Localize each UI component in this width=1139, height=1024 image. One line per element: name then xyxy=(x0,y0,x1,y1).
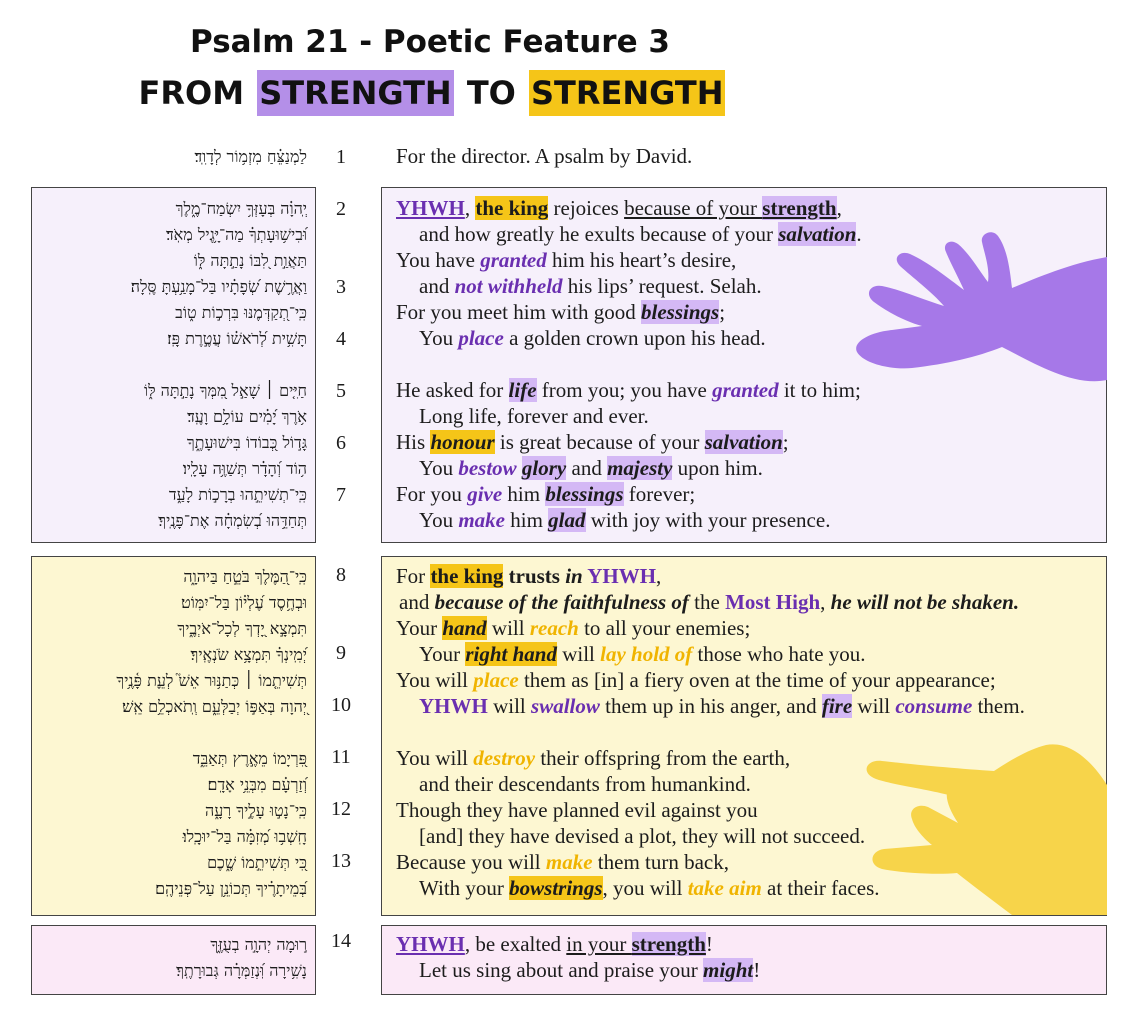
hebrew-line: גָּד֣וֹל כְּ֭בוֹדוֹ בִּישׁוּעָתֶ֑ךָ xyxy=(186,433,307,452)
english-line xyxy=(396,481,695,507)
english-text: salvation xyxy=(778,222,857,246)
pointing-hand-icon xyxy=(862,735,1107,915)
english-text: You xyxy=(419,508,459,532)
hebrew-line: כִּֽי־נָט֣וּ עָלֶ֣יךָ רָעָ֑ה xyxy=(205,801,307,820)
english-text: a golden crown upon his head. xyxy=(503,326,766,350)
english-text: YHWH xyxy=(396,932,465,956)
english-line xyxy=(396,849,729,875)
english-text: swallow xyxy=(531,694,600,718)
english-text: them turn back, xyxy=(592,850,730,874)
page-subtitle xyxy=(0,70,862,116)
verse-number: 1 xyxy=(336,146,346,168)
english-line xyxy=(396,247,736,273)
english-text: trusts xyxy=(503,564,566,588)
english-text: the king xyxy=(430,564,504,588)
subtitle-word: FROM xyxy=(138,74,245,112)
english-text: You have xyxy=(396,248,481,272)
english-text: YHWH xyxy=(396,196,465,220)
english-text: him xyxy=(502,482,546,506)
english-text: blessings xyxy=(641,300,720,324)
english-text: not withheld xyxy=(454,274,563,298)
english-text: strength xyxy=(762,196,837,220)
english-text: reach xyxy=(529,616,579,640)
english-text: give xyxy=(467,482,503,506)
hebrew-line: אֹ֥רֶךְ יָ֝מִ֗ים עוֹלָ֥ם וָעֶֽד׃ xyxy=(187,407,307,426)
hebrew-line: וַאֲרֶ֥שֶׁת שְׂ֝פָתָ֗יו בַּל־מָנַ֥עְתָּ סֶּֽלָה׃ xyxy=(130,277,307,296)
hebrew-line: ר֣וּמָה יְהוָ֣ה בְעֻזֶּ֑ךָ xyxy=(210,935,307,954)
english-text: will xyxy=(486,616,530,640)
verse-number: 5 xyxy=(336,380,346,402)
english-text: forever; xyxy=(623,482,696,506)
english-line xyxy=(396,667,996,693)
verse-number: 6 xyxy=(336,432,346,454)
hebrew-line: פִּ֭רְיָמוֹ מֵאֶ֣רֶץ תְּאַבֵּ֑ד xyxy=(192,749,307,768)
english-text: . xyxy=(856,222,862,246)
english-text: strength xyxy=(631,932,706,956)
english-line xyxy=(419,875,880,901)
hebrew-line: וְ֝זַרְעָ֗ם מִבְּנֵ֥י אָדָֽם׃ xyxy=(207,775,307,794)
verse-number: 2 xyxy=(336,198,346,220)
verse-number: 4 xyxy=(336,328,346,350)
english-line xyxy=(396,745,790,771)
hebrew-line: תִּמְצָ֣א יָ֭דְךָ לְכָל־אֹיְבֶ֑יךָ xyxy=(177,619,307,638)
verse-number: 3 xyxy=(336,276,346,298)
english-text: , xyxy=(464,196,476,220)
hebrew-line: ה֥וֹד וְ֝הָדָ֗ר תְּשַׁוֶּ֥ה עָלָֽיו׃ xyxy=(182,459,307,478)
english-text: With your xyxy=(419,876,510,900)
english-text: from you; you have xyxy=(536,378,713,402)
open-hand-icon xyxy=(852,222,1107,392)
verse-number: 12 xyxy=(331,798,351,820)
english-text: hand xyxy=(442,616,487,640)
english-text: You xyxy=(419,326,459,350)
english-text: him xyxy=(504,508,549,532)
english-line xyxy=(419,823,865,849)
english-text: Because you will xyxy=(396,850,546,874)
english-text: For the director. A psalm by David. xyxy=(396,144,693,168)
english-text: in xyxy=(565,564,583,588)
english-text: their offspring from the earth, xyxy=(535,746,791,770)
english-text: Though they have planned evil against you xyxy=(396,798,758,822)
english-text: will xyxy=(556,642,601,666)
verse-number: 13 xyxy=(331,850,351,872)
english-text: place xyxy=(458,326,504,350)
hebrew-line: וּבְחֶ֥סֶד עֶ֝לְי֗וֹן בַּל־יִמּֽוֹט׃ xyxy=(181,593,307,612)
hebrew-line: כִּֽי־הַ֭מֶּלֶךְ בֹּטֵ֣חַ בַּיהוָ֑ה xyxy=(183,567,307,586)
english-text: For you meet him with good xyxy=(396,300,641,324)
english-text: take aim xyxy=(687,876,762,900)
verse-number: 11 xyxy=(331,746,351,768)
subtitle-strength-yellow: STRENGTH xyxy=(529,70,725,116)
english-text: the xyxy=(688,590,726,614)
english-text: and xyxy=(399,590,435,614)
english-text: honour xyxy=(430,430,495,454)
english-text: to all your enemies; xyxy=(578,616,751,640)
english-line xyxy=(396,615,750,641)
english-text: he will not be shaken. xyxy=(830,590,1020,614)
english-text: and their descendants from humankind. xyxy=(419,772,751,796)
english-text: it to him; xyxy=(778,378,861,402)
english-line xyxy=(396,377,861,403)
hebrew-line: תַּאֲוַ֣ת לִ֭בּוֹ נָתַ֣תָּה לּ֑וֹ xyxy=(193,251,307,270)
english-line xyxy=(419,325,766,351)
english-line xyxy=(396,195,842,221)
english-text: because of the faithfulness of xyxy=(434,590,689,614)
english-text: make xyxy=(458,508,505,532)
english-text: glory xyxy=(521,456,567,480)
english-text: them. xyxy=(972,694,1025,718)
english-text: with joy with your presence. xyxy=(585,508,831,532)
english-line xyxy=(419,403,649,429)
hebrew-line: לַמְנַצֵּ֗חַ מִזְמ֥וֹר לְדָוִֽד׃ xyxy=(194,147,307,166)
english-text: , xyxy=(820,590,831,614)
english-line xyxy=(419,507,830,533)
english-text: For xyxy=(396,564,431,588)
english-line xyxy=(419,455,763,481)
english-text: YHWH xyxy=(582,564,657,588)
hebrew-line: תָּשִׁ֥ית לְ֝רֹאשׁ֗וֹ עֲטֶ֣רֶת פָּֽז׃ xyxy=(167,329,307,348)
hebrew-line: תְּחַדֵּ֥הוּ בְ֝שִׂמְחָ֗ה אֶת־פָּנֶֽיךָ׃ xyxy=(158,511,307,530)
english-text: the king xyxy=(475,196,549,220)
english-line xyxy=(419,221,862,247)
english-text: at their faces. xyxy=(761,876,880,900)
english-text: might xyxy=(703,958,754,982)
english-text: ; xyxy=(719,300,726,324)
english-line xyxy=(399,589,1019,615)
english-text: those who hate you. xyxy=(692,642,866,666)
english-text: upon him. xyxy=(672,456,763,480)
english-text: right hand xyxy=(465,642,557,666)
english-text: ! xyxy=(705,932,713,956)
english-text: rejoices xyxy=(548,196,625,220)
hebrew-line: חָֽשְׁב֥וּ מְ֝זִמָּ֗ה בַּל־יוּכָֽלוּ׃ xyxy=(182,827,307,846)
english-text: You will xyxy=(396,746,474,770)
english-text: and xyxy=(419,274,455,298)
english-text: , you will xyxy=(602,876,688,900)
english-text: them as [in] a fiery oven at the time of your appearance; xyxy=(518,668,996,692)
hebrew-line: וּ֝בִישׁ֥וּעָתְךָ֗ מַה־יָּ֥גֶיל מְאֹֽד׃ xyxy=(165,225,307,244)
hebrew-line: כִּ֭י תְּשִׁיתֵ֣מוֹ שֶׁ֑כֶם xyxy=(207,853,307,872)
english-text: For you xyxy=(396,482,468,506)
hebrew-line: יְ֝מִֽינְךָ֗ תִּמְצָ֥א שֹׂנְאֶֽיךָ׃ xyxy=(190,645,307,664)
hebrew-line: יְ֭הוָה בְּאַפּ֣וֹ יְבַלְּעֵ֑ם וְֽתֹאכְלֵ֥ם אֵֽשׁ׃ xyxy=(122,697,307,716)
hebrew-line: חַיִּ֤ים ׀ שָׁאַ֣ל מִ֭מְּךָ נָתַ֣תָּה לּ֑וֹ xyxy=(143,381,307,400)
verse-number: 10 xyxy=(331,694,351,716)
english-text: blessings xyxy=(545,482,624,506)
english-text: Long life, forever and ever. xyxy=(419,404,649,428)
verse-number: 14 xyxy=(331,930,351,952)
english-text: and xyxy=(566,456,608,480)
english-text: fire xyxy=(821,694,853,718)
english-text: glad xyxy=(548,508,586,532)
english-text: place xyxy=(473,668,519,692)
english-text: consume xyxy=(895,694,973,718)
english-line xyxy=(396,429,789,455)
hebrew-line: יְֽהוָ֗ה בְּעָזְּךָ֥ יִשְׂמַח־מֶ֑לֶךְ xyxy=(175,199,307,218)
english-text: You xyxy=(419,456,459,480)
english-text: ! xyxy=(753,958,761,982)
english-text: , be exalted xyxy=(464,932,567,956)
english-line xyxy=(396,299,725,325)
english-text: will xyxy=(487,694,532,718)
hebrew-line: כִּֽי־תְשִׁיתֵ֣הוּ בְרָכ֣וֹת לָעַ֑ד xyxy=(168,485,307,504)
english-text: His xyxy=(396,430,431,454)
english-text: will xyxy=(852,694,896,718)
english-line xyxy=(396,931,713,957)
english-text: Let us sing about and praise your xyxy=(419,958,704,982)
english-text: You will xyxy=(396,668,474,692)
hebrew-line: נָשִׁ֥ירָה וּֽ֝נְזַמְּרָ֗ה גְּבוּרָתֶֽךָ׃ xyxy=(176,961,307,980)
english-text: him his heart’s desire, xyxy=(546,248,737,272)
english-text: granted xyxy=(712,378,779,402)
english-line xyxy=(396,563,661,589)
english-text: Most High xyxy=(725,590,821,614)
hebrew-line: כִּֽי־תְ֭קַדְּמֶנּוּ בִּרְכ֣וֹת ט֑וֹב xyxy=(175,303,307,322)
english-text: , xyxy=(656,564,662,588)
verse-number: 7 xyxy=(336,484,346,506)
english-text: bowstrings xyxy=(509,876,603,900)
english-line xyxy=(419,771,751,797)
english-text: destroy xyxy=(473,746,536,770)
english-text: granted xyxy=(480,248,547,272)
hebrew-line: בְּ֝מֵיתָרֶ֗יךָ תְּכוֹנֵ֥ן עַל־פְּנֵיהֶֽם׃ xyxy=(155,879,307,898)
english-text: He asked for xyxy=(396,378,509,402)
english-line xyxy=(419,273,762,299)
english-text: is great because of your xyxy=(494,430,705,454)
verse-number: 9 xyxy=(336,642,346,664)
english-text: YHWH xyxy=(419,694,488,718)
english-text: and how greatly he exults because of your xyxy=(419,222,779,246)
subtitle-word: TO xyxy=(466,74,516,112)
english-line xyxy=(419,693,1025,719)
english-text: because of your xyxy=(624,196,763,220)
verse-number: 8 xyxy=(336,564,346,586)
english-text: make xyxy=(545,850,593,874)
english-text: bestow xyxy=(458,456,517,480)
english-text: Your xyxy=(419,642,466,666)
english-text: , xyxy=(836,196,842,220)
page-title: Psalm 21 - Poetic Feature 3 xyxy=(190,24,670,60)
english-text: Your xyxy=(396,616,443,640)
english-text: ; xyxy=(782,430,789,454)
english-line xyxy=(396,143,692,169)
english-text: his lips’ request. Selah. xyxy=(562,274,762,298)
english-line xyxy=(396,797,758,823)
english-line xyxy=(419,957,760,983)
english-text: majesty xyxy=(607,456,673,480)
english-text: [and] they have devised a plot, they will not succeed. xyxy=(419,824,866,848)
english-text: life xyxy=(508,378,537,402)
english-text: in your xyxy=(566,932,632,956)
subtitle-strength-purple: STRENGTH xyxy=(257,70,453,116)
hebrew-line: תְּשִׁיתֵ֤מוֹ ׀ כְּתַנּ֥וּר אֵשׁ֮ לְעֵ֪ת פָּ֫נֶ֥יךָ xyxy=(116,671,307,690)
english-text: salvation xyxy=(704,430,783,454)
english-line xyxy=(419,641,866,667)
english-text: them up in his anger, and xyxy=(599,694,822,718)
english-text: lay hold of xyxy=(600,642,693,666)
